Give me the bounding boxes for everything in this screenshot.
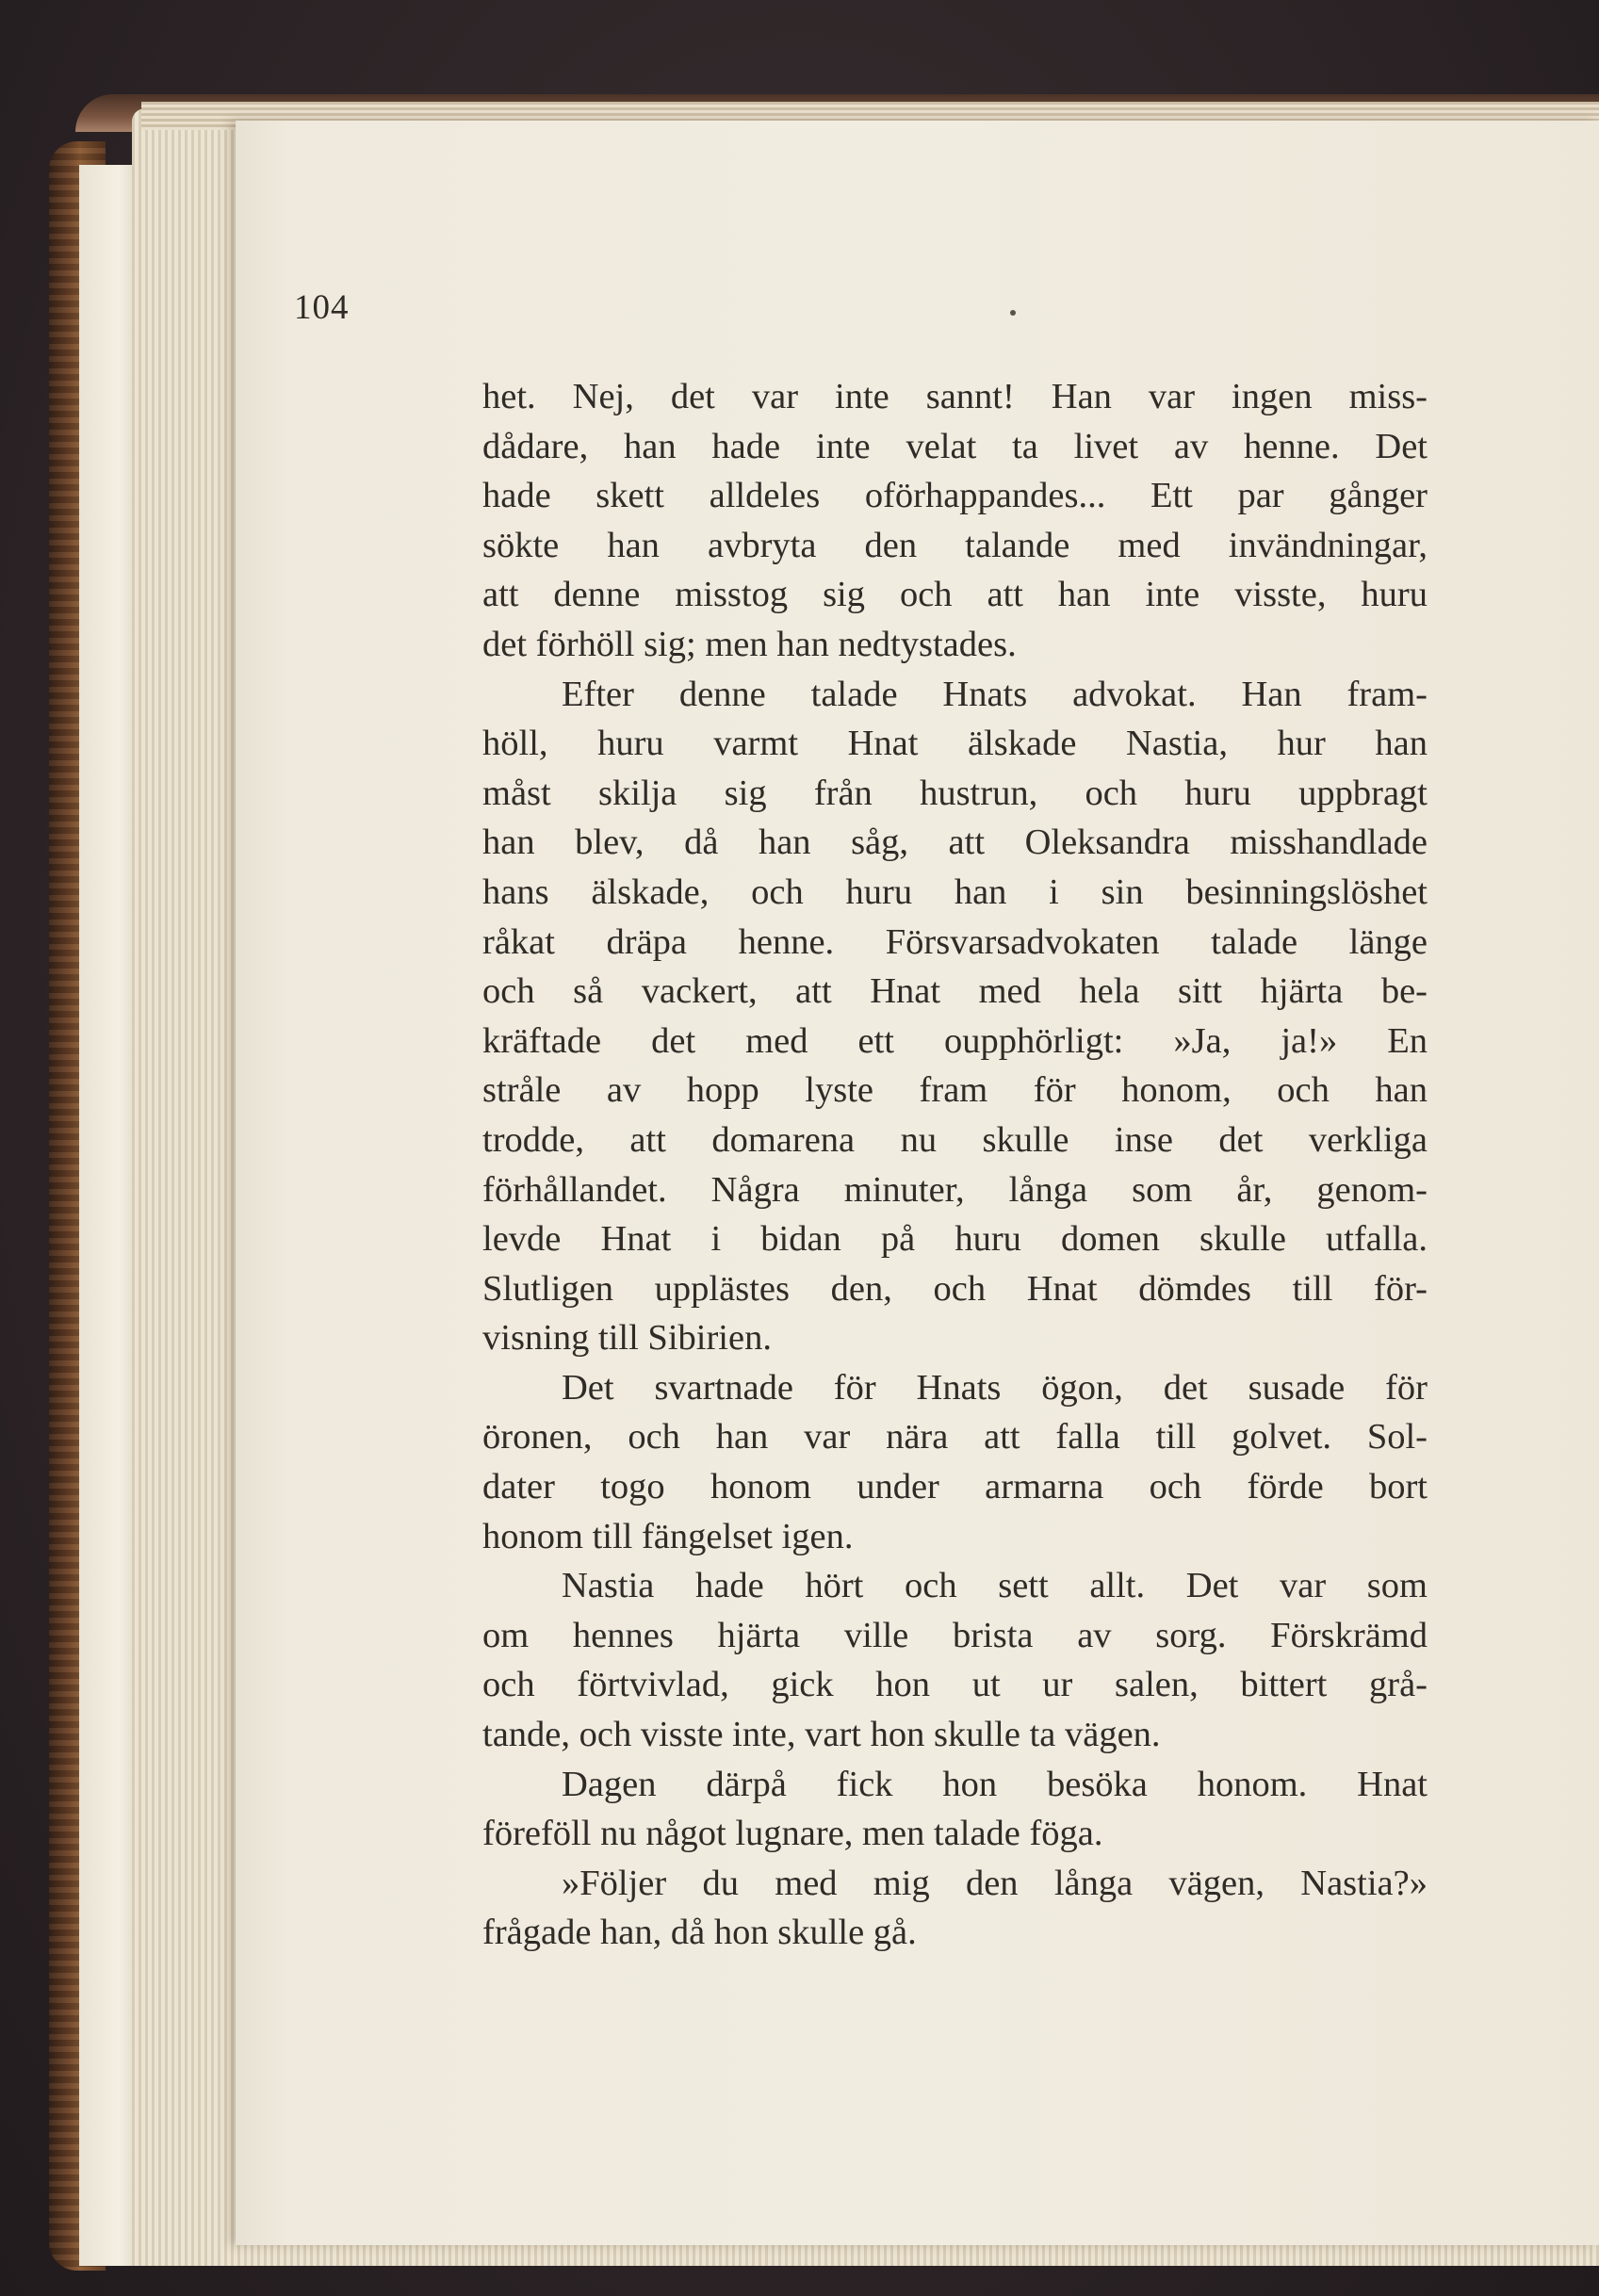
text-line: förhållandet. Några minuter, långa som år, genom-: [482, 1169, 1428, 1210]
text-line: trodde, att domarena nu skulle inse det verkliga: [482, 1119, 1428, 1160]
ink-speck: [1010, 310, 1016, 316]
text-line: höll, huru varmt Hnat älskade Nastia, hur han: [482, 724, 1428, 764]
text-line: råkat dräpa henne. Försvarsadvokaten talade länge: [482, 921, 1428, 962]
text-line: Det svartnade för Hnats ögon, det susade för: [562, 1367, 1428, 1408]
text-line: att denne misstog sig och att han inte visste, huru: [482, 575, 1428, 615]
text-line: tande, och visste inte, vart hon skulle ta vägen.: [482, 1715, 1161, 1755]
text-line: hans älskade, och huru han i sin besinningslöshet: [482, 871, 1428, 912]
text-line: dådare, han hade inte velat ta livet av henne. Det: [482, 426, 1428, 466]
text-line: Efter denne talade Hnats advokat. Han fram-: [562, 674, 1428, 714]
text-line: stråle av hopp lyste fram för honom, och han: [482, 1070, 1428, 1111]
text-line: honom till fängelset igen.: [482, 1516, 854, 1556]
text-line: Dagen därpå fick hon besöka honom. Hnat: [562, 1764, 1428, 1804]
text-line: öronen, och han var nära att falla till golvet. Sol-: [482, 1417, 1428, 1457]
text-line: och så vackert, att Hnat med hela sitt hjärta be-: [482, 971, 1428, 1012]
body-text: [482, 372, 1428, 1958]
text-line: föreföll nu något lugnare, men talade föga.: [482, 1814, 1103, 1854]
page-header: [294, 287, 1236, 344]
text-line: hade skett alldeles oförhappandes... Ett par gånger: [482, 476, 1428, 516]
page-number: 104: [294, 288, 350, 327]
text-line: och förtvivlad, gick hon ut ur salen, bittert grå-: [482, 1665, 1428, 1705]
text-line: Slutligen upplästes den, och Hnat dömdes till för-: [482, 1268, 1428, 1309]
text-line: det förhöll sig; men han nedtystades.: [482, 624, 1017, 664]
text-line: »Följer du med mig den långa vägen, Nastia?»: [562, 1863, 1428, 1903]
text-line: frågade han, då hon skulle gå.: [482, 1913, 917, 1953]
text-line: dater togo honom under armarna och förde bort: [482, 1467, 1428, 1507]
text-line: måst skilja sig från hustrun, och huru uppbragt: [482, 773, 1428, 813]
text-line: Nastia hade hört och sett allt. Det var som: [562, 1566, 1428, 1606]
text-line: sökte han avbryta den talande med invändningar,: [482, 525, 1428, 565]
text-line: kräftade det med ett oupphörligt: »Ja, ja!» En: [482, 1020, 1428, 1061]
text-line: het. Nej, det var inte sannt! Han var ingen miss-: [482, 377, 1428, 416]
text-line: levde Hnat i bidan på huru domen skulle utfalla.: [482, 1219, 1428, 1260]
text-line: visning till Sibirien.: [482, 1318, 772, 1359]
text-line: han blev, då han såg, att Oleksandra misshandlade: [482, 822, 1428, 863]
text-line: om hennes hjärta ville brista av sorg. Förskrämd: [482, 1615, 1428, 1655]
